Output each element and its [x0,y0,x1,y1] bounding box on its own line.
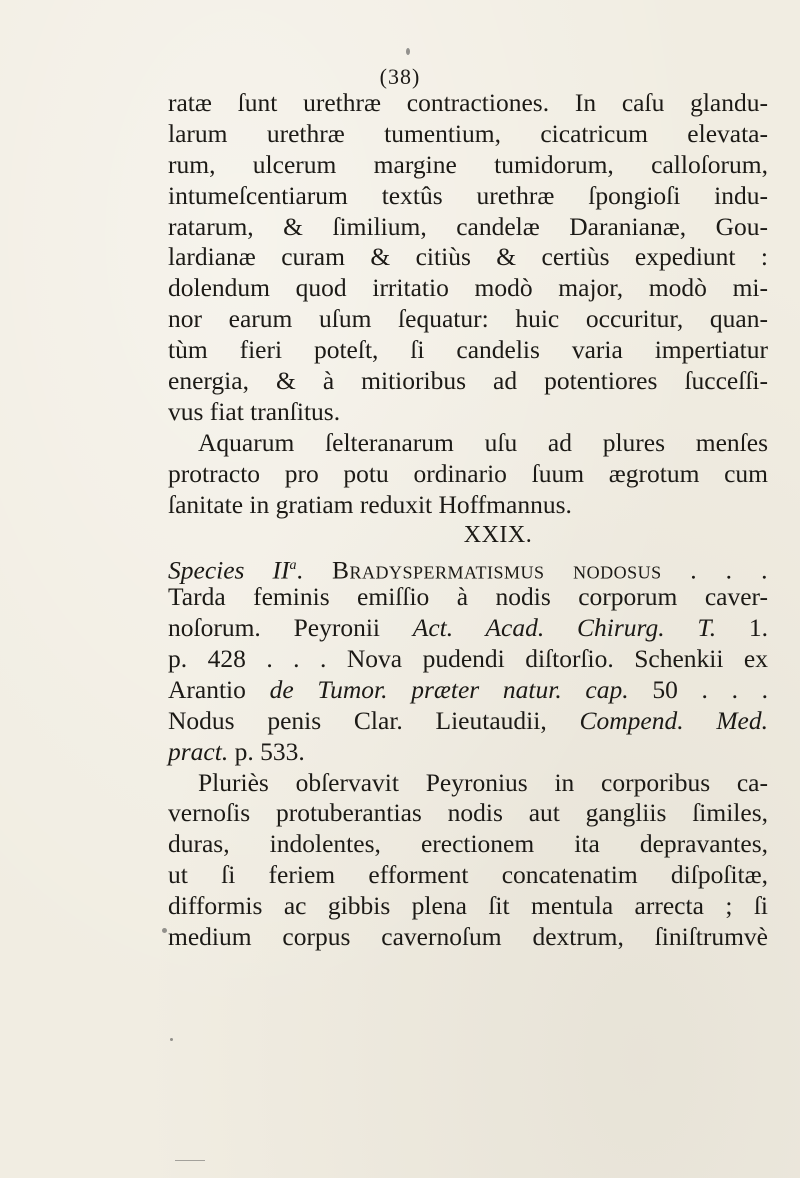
text-fragment: p. 533. [234,736,305,766]
text-line: Tarda feminis emiſſio à nodis corporum caver- [168,582,768,612]
ink-speck [162,928,167,933]
text-fragment: 50 . . . [652,674,769,704]
species-label: Species II [168,555,290,585]
citation: Compend. Med. [579,705,768,735]
citation: pract. [168,736,229,766]
ink-speck [170,1038,173,1041]
text-line: p. 428 . . . Nova pudendi diſtorſio. Schenkii ex [168,644,768,674]
text-line: ratarum, & ſimilium, candelæ Daranianæ, Gou- [168,211,768,241]
species-superscript: a [289,558,297,574]
text-line: ratæ ſunt urethræ contractiones. In caſu glandu- [168,88,768,117]
page-number: (38) [379,64,421,89]
text-line: medium corpus cavernoſum dextrum, ſiniſtrumvè [168,922,768,952]
text-line: ut ſi feriem efforment concatenatim diſpoſitæ, [168,860,768,890]
text-fragment: 1. [748,613,769,643]
text-line: energia, & à mitioribus ad potentiores ſucceſſi- [168,366,768,396]
citation: de Tumor. præter natur. cap. [269,674,629,704]
edge-mark [175,1160,205,1161]
text-fragment: Nodus penis Clar. Lieutaudii, [168,705,547,735]
text-line: larum urethræ tumentium, cicatricum elevata- [168,118,768,148]
text-line: Pluriès obſervavit Peyronius in corporibus ca- [198,767,768,797]
text-line: ſanitate in gratiam reduxit Hoffmannus. [168,489,572,519]
text-line [168,737,768,768]
text-fragment: noſorum. Peyronii [168,613,380,643]
text-line: vernoſis protuberantias nodis aut gangliis ſimiles, [168,798,768,828]
species-heading [168,551,768,585]
text-fragment: Arantio [168,674,246,704]
text-line: Aquarum ſelteranarum uſu ad plures menſes [198,427,768,457]
text-line: intumeſcentiarum textûs urethræ ſpongioſi indu- [168,180,768,210]
text-line: rum, ulcerum margine tumidorum, calloſorum, [168,149,768,179]
text-line [168,613,768,644]
species-title: . Bradyspermatismus nodosus . . . [296,555,768,585]
text-line [168,706,768,737]
body-text [168,88,768,953]
text-line: tùm fieri poteſt, ſi candelis varia impertiatur [168,335,768,365]
text-line: vus fiat tranſitus. [168,396,341,426]
ink-speck [406,48,410,55]
text-line [168,675,768,706]
text-line: protracto pro potu ordinario ſuum ægrotum cum [168,458,768,488]
citation: Act. Acad. Chirurg. T. [412,613,717,643]
text-line: duras, indolentes, erectionem ita depravantes, [168,829,768,859]
text-line: dolendum quod irritatio modò major, modò mi- [168,273,768,303]
section-number: XXIX. [463,522,533,549]
text-line: lardianæ curam & citiùs & certiùs expediunt : [168,242,768,272]
text-line: nor earum uſum ſequatur: huic occuritur, quan- [168,304,768,334]
text-line: difformis ac gibbis plena ſit mentula arrecta ; ſi [168,891,768,921]
